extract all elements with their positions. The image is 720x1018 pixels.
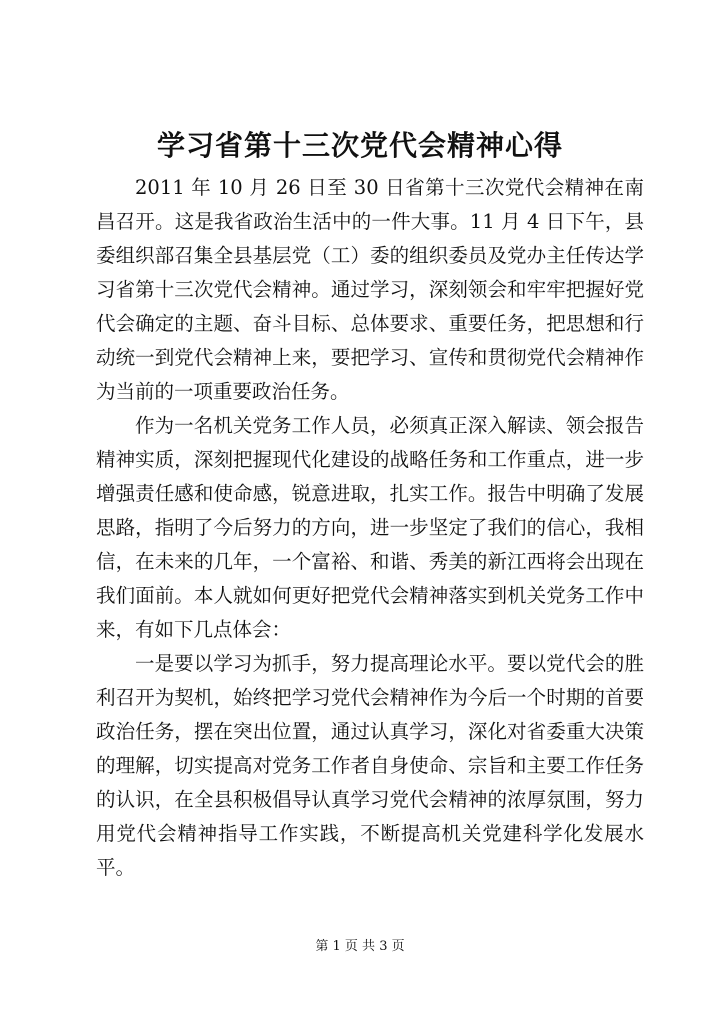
page-number-footer: 第 1 页 共 3 页: [315, 939, 405, 954]
paragraph-2: 作为一名机关党务工作人员，必须真正深入解读、领会报告精神实质，深刻把握现代化建设的战略任务和工作重点，进一步增强责任感和使命感，锐意进取，扎实工作。报告中明确了发展思路，指明了今后努力的方向，进一步坚定了我们的信心，我相信，在未来的几年，一个富裕、和谐、秀美的新江西将会出现在我们面前。本人就如何更好把党代会精神落实到机关党务工作中来，有如下几点体会：: [96, 414, 644, 641]
paragraph-1: 2011 年 10 月 26 日至 30 日省第十三次党代会精神在南昌召开。这是我省政治生活中的一件大事。11 月 4 日下午，县委组织部召集全县基层党（工）委的组织委员及党办主任传达学习省第十三次党代会精神。通过学习，深刻领会和牢牢把握好党代会确定的主题、奋斗目标、总体要求、重要任务，把思想和行动统一到党代会精神上来，要把学习、宣传和贯彻党代会精神作为当前的一项重要政治任务。: [96, 176, 644, 403]
document-title: 学习省第十三次党代会精神心得: [156, 129, 563, 162]
paragraph-3: 一是要以学习为抓手，努力提高理论水平。要以党代会的胜利召开为契机，始终把学习党代会精神作为今后一个时期的首要政治任务，摆在突出位置，通过认真学习，深化对省委重大决策的理解，切实提高对党务工作者自身使命、宗旨和主要工作任务的认识，在全县积极倡导认真学习党代会精神的浓厚氛围，努力用党代会精神指导工作实践，不断提高机关党建科学化发展水平。: [96, 652, 644, 879]
document-body: [96, 171, 644, 885]
